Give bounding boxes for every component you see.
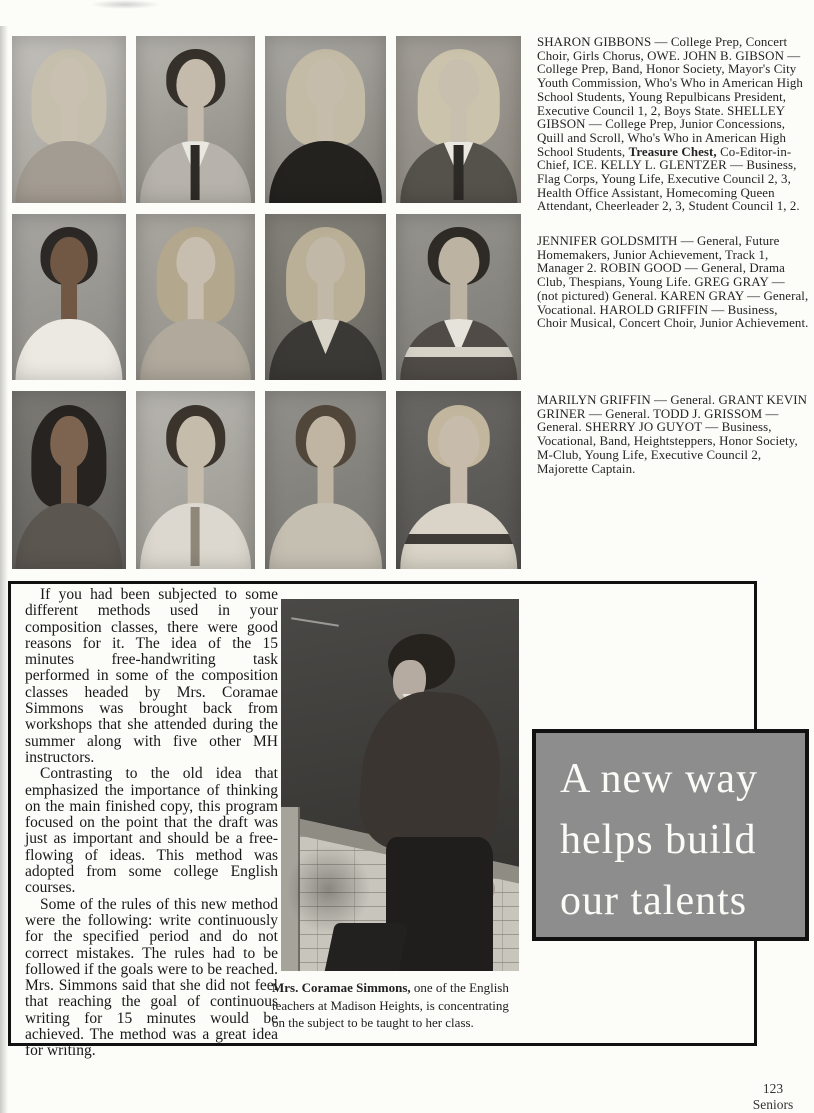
teacher-sweater [356,687,505,856]
article-text [25,587,278,1060]
portrait-hair [166,405,226,467]
portrait-photo [396,214,521,380]
portrait-face [176,416,215,468]
portrait-hair [295,405,356,467]
bio-text: SHARON GIBBONS — College Prep, Concert Choir, Girls Chorus, OWE. JOHN B. GIBSON — College Prep, Band, Honor Society, Mayor's City Youth Commission, Who's Who in American High School Students, Young Repulbicans President, Executive Council 1, 2, Boys State. SHELLEY GIBSON — College Prep, Junior Concessions, Quill and Scroll, Who's Who in American High School Students, [537,35,803,159]
senior-photo-grid [12,36,521,569]
portrait-neck [187,455,204,508]
portrait-face [438,237,479,285]
quote-line-3: our talents [560,878,748,924]
portrait-neck [187,96,204,146]
portrait-face [306,59,346,107]
portrait-photo [265,36,386,203]
portrait-shoulders [269,319,383,380]
quote-line-2: helps build [560,817,757,863]
chair-silhouette [323,923,409,971]
portrait-hair [427,405,490,467]
portrait-shoulders [140,141,252,203]
portrait-face [50,416,88,468]
portrait-face [306,416,346,468]
portrait-shoulders [15,503,122,569]
portrait-neck [317,96,334,146]
photo-caption [272,979,524,1032]
portrait-hair [286,49,366,146]
portrait-hair [286,227,366,323]
teacher-photo [281,599,519,971]
portrait-photo [136,36,255,203]
portrait-shoulders [140,503,252,569]
senior-bio-block-1 [537,36,809,214]
bio-bold-text: Treasure Chest, [628,144,717,159]
portrait-shoulders [400,319,518,380]
portrait-face [438,59,479,107]
portrait-neck [187,274,204,324]
article-paragraph-3: Some of the rules of this new method were the following: write continuously for the specified period and do not correct mistakes. The rules had to be followed if the goals were to be reached. Mrs. Simmons said that she did not feel that reaching the goal of continuous writing for 15 minutes would be achieved. The method was a great idea for writing. [25,895,278,1060]
caption-text: one of the English teachers at Madison Heights, is concentrating on the subject to be taught to her class. [272,980,509,1031]
portrait-shoulders [140,319,252,380]
quote-line-1: A new way [560,756,758,802]
portrait-photo [265,214,386,380]
portrait-neck [61,455,77,508]
portrait-shoulders [400,503,518,569]
teacher-figure [281,599,519,971]
portrait-hair [31,49,106,146]
section-label: Seniors [752,1097,794,1112]
portrait-photo [12,36,126,203]
portrait-hair [156,227,235,323]
portrait-neck [317,455,334,508]
portrait-neck [450,274,468,324]
scan-smudge [90,0,160,9]
portrait-neck [61,96,77,146]
senior-bio-block-3: MARILYN GRIFFIN — General. GRANT KEVIN GRINER — General. TODD J. GRISSOM — General. SHERRY JO GUYOT — Business, Vocational, Band, Heightsteppers, Honor Society, M-Club, Young Life, Executive Council 2, Majorette Captain. [537,393,808,476]
portrait-shoulders [15,141,122,203]
quote-box [532,729,809,941]
article-paragraph-1: If you had been subjected to some different methods used in your composition classes, there were good reasons for it. The idea of the 15 minutes free-handwriting task performed in some of the composition classes headed by Mrs. Coramae Simmons was brought back from workshops that she attended during the summer along with five other MH instructors. [25,586,278,766]
page-number: 123 [762,1081,784,1096]
portrait-photo [12,214,126,380]
portrait-face [50,237,88,285]
page-scan-edge [0,26,8,1113]
portrait-photo [396,36,521,203]
portrait-neck [450,455,468,508]
caption-bold-name: Mrs. Coramae Simmons, [272,980,411,995]
portrait-neck [317,274,334,324]
portrait-neck [450,96,468,146]
portrait-face [176,59,215,107]
bio-text: Co-Editor-in-Chief, ICE. KELLY L. GLENTZER — Business, Flag Corps, Young Life, Executive Council 2, 3, Health Office Assistant, Homecoming Queen Attendant, Cheerleader 2, 3, Student Council 1, 2. [537,144,800,214]
portrait-shoulders [269,503,383,569]
portrait-photo [265,391,386,569]
portrait-hair [41,227,98,285]
portrait-photo [136,391,255,569]
portrait-hair [427,227,490,285]
portrait-shoulders [15,319,122,380]
portrait-face [50,59,88,107]
portrait-face [438,416,479,468]
portrait-neck [61,274,77,324]
portrait-hair [166,49,226,107]
portrait-face [306,237,346,285]
page-folio [742,1081,804,1113]
portrait-shoulders [400,141,518,203]
portrait-face [176,237,215,285]
article-paragraph-2: Contrasting to the old idea that emphasized the importance of thinking on the main finished copy, this program focused on the point that the draft was just as important and should be a free-flowing of ideas. This method was adopted from some college English courses. [25,765,278,897]
portrait-photo [136,214,255,380]
portrait-photo [12,391,126,569]
portrait-hair [417,49,500,146]
senior-bio-block-2: JENNIFER GOLDSMITH — General, Future Homemakers, Junior Achievement, Track 1, Manager 2. ROBIN GOOD — General, Drama Club, Thespians, Young Life. GREG GRAY — (not pictured) General. KAREN GRAY — General, Vocational. HAROLD GRIFFIN — Business, Choir Musical, Concert Choir, Junior Achievement. [537,234,809,331]
portrait-hair [31,405,106,508]
portrait-shoulders [269,141,383,203]
portrait-photo [396,391,521,569]
